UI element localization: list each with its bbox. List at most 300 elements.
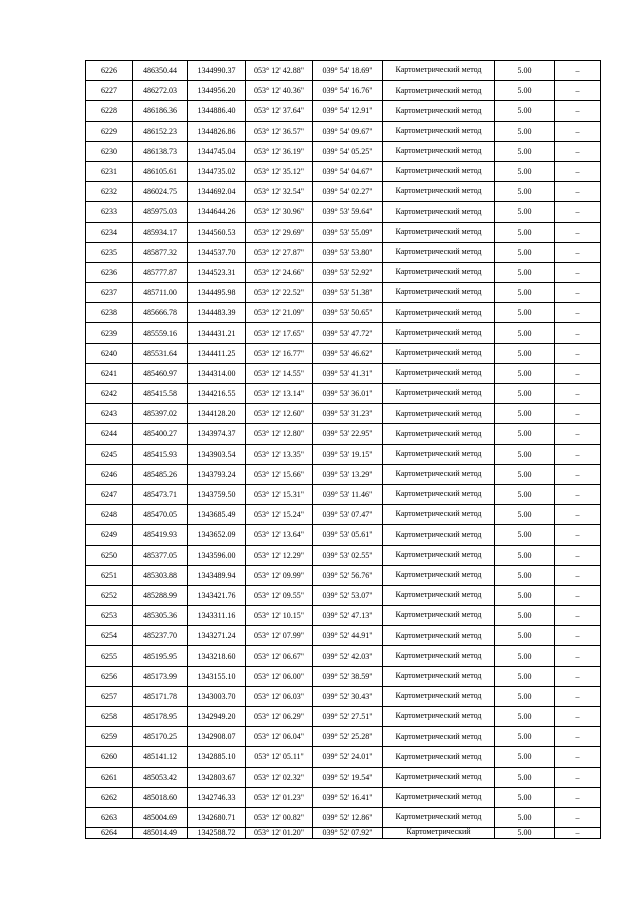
accuracy-cell: 5.00 bbox=[495, 101, 555, 121]
latitude-cell: 053° 12' 00.82" bbox=[246, 807, 313, 827]
method-cell: Картометрический метод bbox=[383, 787, 495, 807]
point-number-cell: 6256 bbox=[86, 666, 133, 686]
table-row bbox=[86, 606, 601, 626]
longitude-cell: 039° 52' 38.59" bbox=[313, 666, 383, 686]
accuracy-cell: 5.00 bbox=[495, 444, 555, 464]
accuracy-cell: 5.00 bbox=[495, 363, 555, 383]
note-cell: – bbox=[555, 525, 601, 545]
point-number-cell: 6246 bbox=[86, 464, 133, 484]
x-coordinate-cell: 485400.27 bbox=[133, 424, 188, 444]
y-coordinate-cell: 1344644.26 bbox=[188, 202, 246, 222]
y-coordinate-cell: 1344128.20 bbox=[188, 404, 246, 424]
note-cell: – bbox=[555, 363, 601, 383]
method-cell: Картометрический метод bbox=[383, 242, 495, 262]
table-row bbox=[86, 646, 601, 666]
latitude-cell: 053° 12' 06.04" bbox=[246, 727, 313, 747]
table-row bbox=[86, 545, 601, 565]
note-cell: – bbox=[555, 424, 601, 444]
y-coordinate-cell: 1344692.04 bbox=[188, 182, 246, 202]
y-coordinate-cell: 1344314.00 bbox=[188, 363, 246, 383]
table-row bbox=[86, 343, 601, 363]
point-number-cell: 6264 bbox=[86, 828, 133, 839]
method-cell: Картометрический bbox=[383, 828, 495, 839]
point-number-cell: 6252 bbox=[86, 585, 133, 605]
y-coordinate-cell: 1344216.55 bbox=[188, 384, 246, 404]
latitude-cell: 053° 12' 06.00" bbox=[246, 666, 313, 686]
accuracy-cell: 5.00 bbox=[495, 464, 555, 484]
accuracy-cell: 5.00 bbox=[495, 283, 555, 303]
method-cell: Картометрический метод bbox=[383, 424, 495, 444]
table-row bbox=[86, 303, 601, 323]
latitude-cell: 053° 12' 15.66" bbox=[246, 464, 313, 484]
latitude-cell: 053° 12' 13.35" bbox=[246, 444, 313, 464]
longitude-cell: 039° 54' 09.67" bbox=[313, 121, 383, 141]
note-cell: – bbox=[555, 444, 601, 464]
x-coordinate-cell: 485711.00 bbox=[133, 283, 188, 303]
latitude-cell: 053° 12' 09.55" bbox=[246, 585, 313, 605]
table-row bbox=[86, 464, 601, 484]
accuracy-cell: 5.00 bbox=[495, 262, 555, 282]
method-cell: Картометрический метод bbox=[383, 222, 495, 242]
longitude-cell: 039° 52' 24.01" bbox=[313, 747, 383, 767]
y-coordinate-cell: 1344523.31 bbox=[188, 262, 246, 282]
y-coordinate-cell: 1344483.39 bbox=[188, 303, 246, 323]
latitude-cell: 053° 12' 09.99" bbox=[246, 565, 313, 585]
longitude-cell: 039° 53' 52.92" bbox=[313, 262, 383, 282]
longitude-cell: 039° 52' 56.76" bbox=[313, 565, 383, 585]
table-row bbox=[86, 807, 601, 827]
y-coordinate-cell: 1344826.86 bbox=[188, 121, 246, 141]
table-row bbox=[86, 484, 601, 504]
point-number-cell: 6242 bbox=[86, 384, 133, 404]
latitude-cell: 053° 12' 36.57" bbox=[246, 121, 313, 141]
x-coordinate-cell: 485473.71 bbox=[133, 484, 188, 504]
coordinates-table-body bbox=[86, 61, 601, 839]
point-number-cell: 6227 bbox=[86, 81, 133, 101]
latitude-cell: 053° 12' 06.67" bbox=[246, 646, 313, 666]
point-number-cell: 6263 bbox=[86, 807, 133, 827]
method-cell: Картометрический метод bbox=[383, 464, 495, 484]
x-coordinate-cell: 485305.36 bbox=[133, 606, 188, 626]
accuracy-cell: 5.00 bbox=[495, 727, 555, 747]
table-row bbox=[86, 686, 601, 706]
x-coordinate-cell: 486350.44 bbox=[133, 61, 188, 81]
note-cell: – bbox=[555, 767, 601, 787]
note-cell: – bbox=[555, 202, 601, 222]
note-cell: – bbox=[555, 606, 601, 626]
y-coordinate-cell: 1343652.09 bbox=[188, 525, 246, 545]
note-cell: – bbox=[555, 707, 601, 727]
latitude-cell: 053° 12' 27.87" bbox=[246, 242, 313, 262]
table-row bbox=[86, 222, 601, 242]
point-number-cell: 6260 bbox=[86, 747, 133, 767]
point-number-cell: 6239 bbox=[86, 323, 133, 343]
x-coordinate-cell: 485377.05 bbox=[133, 545, 188, 565]
method-cell: Картометрический метод bbox=[383, 484, 495, 504]
longitude-cell: 039° 54' 18.69" bbox=[313, 61, 383, 81]
y-coordinate-cell: 1343974.37 bbox=[188, 424, 246, 444]
y-coordinate-cell: 1344537.70 bbox=[188, 242, 246, 262]
method-cell: Картометрический метод bbox=[383, 61, 495, 81]
latitude-cell: 053° 12' 12.60" bbox=[246, 404, 313, 424]
latitude-cell: 053° 12' 21.09" bbox=[246, 303, 313, 323]
table-row bbox=[86, 565, 601, 585]
longitude-cell: 039° 53' 55.09" bbox=[313, 222, 383, 242]
longitude-cell: 039° 53' 07.47" bbox=[313, 505, 383, 525]
y-coordinate-cell: 1342680.71 bbox=[188, 807, 246, 827]
latitude-cell: 053° 12' 05.11" bbox=[246, 747, 313, 767]
point-number-cell: 6226 bbox=[86, 61, 133, 81]
method-cell: Картометрический метод bbox=[383, 727, 495, 747]
y-coordinate-cell: 1342588.72 bbox=[188, 828, 246, 839]
longitude-cell: 039° 52' 30.43" bbox=[313, 686, 383, 706]
x-coordinate-cell: 486186.36 bbox=[133, 101, 188, 121]
note-cell: – bbox=[555, 585, 601, 605]
table-row bbox=[86, 384, 601, 404]
method-cell: Картометрический метод bbox=[383, 767, 495, 787]
note-cell: – bbox=[555, 666, 601, 686]
table-row bbox=[86, 262, 601, 282]
note-cell: – bbox=[555, 807, 601, 827]
method-cell: Картометрический метод bbox=[383, 283, 495, 303]
accuracy-cell: 5.00 bbox=[495, 767, 555, 787]
x-coordinate-cell: 485141.12 bbox=[133, 747, 188, 767]
accuracy-cell: 5.00 bbox=[495, 666, 555, 686]
note-cell: – bbox=[555, 787, 601, 807]
table-row bbox=[86, 585, 601, 605]
point-number-cell: 6257 bbox=[86, 686, 133, 706]
point-number-cell: 6230 bbox=[86, 141, 133, 161]
longitude-cell: 039° 52' 12.86" bbox=[313, 807, 383, 827]
point-number-cell: 6258 bbox=[86, 707, 133, 727]
y-coordinate-cell: 1344411.25 bbox=[188, 343, 246, 363]
latitude-cell: 053° 12' 06.03" bbox=[246, 686, 313, 706]
latitude-cell: 053° 12' 01.23" bbox=[246, 787, 313, 807]
method-cell: Картометрический метод bbox=[383, 303, 495, 323]
accuracy-cell: 5.00 bbox=[495, 484, 555, 504]
point-number-cell: 6255 bbox=[86, 646, 133, 666]
note-cell: – bbox=[555, 626, 601, 646]
x-coordinate-cell: 485237.70 bbox=[133, 626, 188, 646]
x-coordinate-cell: 485415.58 bbox=[133, 384, 188, 404]
method-cell: Картометрический метод bbox=[383, 646, 495, 666]
method-cell: Картометрический метод bbox=[383, 343, 495, 363]
method-cell: Картометрический метод bbox=[383, 686, 495, 706]
accuracy-cell: 5.00 bbox=[495, 161, 555, 181]
longitude-cell: 039° 53' 11.46" bbox=[313, 484, 383, 504]
longitude-cell: 039° 52' 27.51" bbox=[313, 707, 383, 727]
accuracy-cell: 5.00 bbox=[495, 525, 555, 545]
method-cell: Картометрический метод bbox=[383, 81, 495, 101]
x-coordinate-cell: 485666.78 bbox=[133, 303, 188, 323]
table-row bbox=[86, 242, 601, 262]
accuracy-cell: 5.00 bbox=[495, 565, 555, 585]
accuracy-cell: 5.00 bbox=[495, 61, 555, 81]
longitude-cell: 039° 53' 46.62" bbox=[313, 343, 383, 363]
accuracy-cell: 5.00 bbox=[495, 606, 555, 626]
x-coordinate-cell: 485014.49 bbox=[133, 828, 188, 839]
x-coordinate-cell: 485460.97 bbox=[133, 363, 188, 383]
latitude-cell: 053° 12' 01.20" bbox=[246, 828, 313, 839]
method-cell: Картометрический метод bbox=[383, 807, 495, 827]
x-coordinate-cell: 485178.95 bbox=[133, 707, 188, 727]
latitude-cell: 053° 12' 12.29" bbox=[246, 545, 313, 565]
accuracy-cell: 5.00 bbox=[495, 141, 555, 161]
x-coordinate-cell: 485173.99 bbox=[133, 666, 188, 686]
note-cell: – bbox=[555, 323, 601, 343]
table-row bbox=[86, 202, 601, 222]
method-cell: Картометрический метод bbox=[383, 747, 495, 767]
latitude-cell: 053° 12' 36.19" bbox=[246, 141, 313, 161]
longitude-cell: 039° 53' 13.29" bbox=[313, 464, 383, 484]
x-coordinate-cell: 485877.32 bbox=[133, 242, 188, 262]
table-row bbox=[86, 525, 601, 545]
longitude-cell: 039° 52' 44.91" bbox=[313, 626, 383, 646]
table-row bbox=[86, 363, 601, 383]
method-cell: Картометрический метод bbox=[383, 626, 495, 646]
note-cell: – bbox=[555, 242, 601, 262]
accuracy-cell: 5.00 bbox=[495, 222, 555, 242]
longitude-cell: 039° 52' 16.41" bbox=[313, 787, 383, 807]
method-cell: Картометрический метод bbox=[383, 323, 495, 343]
note-cell: – bbox=[555, 727, 601, 747]
y-coordinate-cell: 1343311.16 bbox=[188, 606, 246, 626]
x-coordinate-cell: 485004.69 bbox=[133, 807, 188, 827]
method-cell: Картометрический метод bbox=[383, 585, 495, 605]
table-row bbox=[86, 283, 601, 303]
longitude-cell: 039° 54' 04.67" bbox=[313, 161, 383, 181]
method-cell: Картометрический метод bbox=[383, 182, 495, 202]
longitude-cell: 039° 52' 42.03" bbox=[313, 646, 383, 666]
longitude-cell: 039° 52' 25.28" bbox=[313, 727, 383, 747]
note-cell: – bbox=[555, 61, 601, 81]
y-coordinate-cell: 1342803.67 bbox=[188, 767, 246, 787]
y-coordinate-cell: 1342746.33 bbox=[188, 787, 246, 807]
longitude-cell: 039° 53' 22.95" bbox=[313, 424, 383, 444]
longitude-cell: 039° 52' 07.92" bbox=[313, 828, 383, 839]
latitude-cell: 053° 12' 17.65" bbox=[246, 323, 313, 343]
table-row bbox=[86, 747, 601, 767]
latitude-cell: 053° 12' 42.88" bbox=[246, 61, 313, 81]
longitude-cell: 039° 53' 51.38" bbox=[313, 283, 383, 303]
latitude-cell: 053° 12' 35.12" bbox=[246, 161, 313, 181]
table-row bbox=[86, 828, 601, 839]
note-cell: – bbox=[555, 828, 601, 839]
longitude-cell: 039° 54' 05.25" bbox=[313, 141, 383, 161]
point-number-cell: 6250 bbox=[86, 545, 133, 565]
y-coordinate-cell: 1342949.20 bbox=[188, 707, 246, 727]
x-coordinate-cell: 485397.02 bbox=[133, 404, 188, 424]
y-coordinate-cell: 1343003.70 bbox=[188, 686, 246, 706]
point-number-cell: 6237 bbox=[86, 283, 133, 303]
point-number-cell: 6228 bbox=[86, 101, 133, 121]
longitude-cell: 039° 53' 36.01" bbox=[313, 384, 383, 404]
note-cell: – bbox=[555, 404, 601, 424]
latitude-cell: 053° 12' 06.29" bbox=[246, 707, 313, 727]
note-cell: – bbox=[555, 484, 601, 504]
longitude-cell: 039° 54' 12.91" bbox=[313, 101, 383, 121]
method-cell: Картометрический метод bbox=[383, 202, 495, 222]
table-row bbox=[86, 121, 601, 141]
accuracy-cell: 5.00 bbox=[495, 242, 555, 262]
longitude-cell: 039° 54' 16.76" bbox=[313, 81, 383, 101]
point-number-cell: 6248 bbox=[86, 505, 133, 525]
y-coordinate-cell: 1343793.24 bbox=[188, 464, 246, 484]
point-number-cell: 6233 bbox=[86, 202, 133, 222]
note-cell: – bbox=[555, 283, 601, 303]
point-number-cell: 6235 bbox=[86, 242, 133, 262]
accuracy-cell: 5.00 bbox=[495, 424, 555, 444]
x-coordinate-cell: 485934.17 bbox=[133, 222, 188, 242]
y-coordinate-cell: 1343489.94 bbox=[188, 565, 246, 585]
table-row bbox=[86, 444, 601, 464]
point-number-cell: 6249 bbox=[86, 525, 133, 545]
accuracy-cell: 5.00 bbox=[495, 303, 555, 323]
latitude-cell: 053° 12' 02.32" bbox=[246, 767, 313, 787]
accuracy-cell: 5.00 bbox=[495, 81, 555, 101]
note-cell: – bbox=[555, 121, 601, 141]
table-row bbox=[86, 666, 601, 686]
accuracy-cell: 5.00 bbox=[495, 323, 555, 343]
y-coordinate-cell: 1343903.54 bbox=[188, 444, 246, 464]
coordinates-table bbox=[85, 60, 601, 839]
x-coordinate-cell: 486024.75 bbox=[133, 182, 188, 202]
y-coordinate-cell: 1342908.07 bbox=[188, 727, 246, 747]
y-coordinate-cell: 1344990.37 bbox=[188, 61, 246, 81]
point-number-cell: 6247 bbox=[86, 484, 133, 504]
y-coordinate-cell: 1344431.21 bbox=[188, 323, 246, 343]
accuracy-cell: 5.00 bbox=[495, 202, 555, 222]
latitude-cell: 053° 12' 13.14" bbox=[246, 384, 313, 404]
latitude-cell: 053° 12' 32.54" bbox=[246, 182, 313, 202]
point-number-cell: 6232 bbox=[86, 182, 133, 202]
accuracy-cell: 5.00 bbox=[495, 182, 555, 202]
method-cell: Картометрический метод bbox=[383, 161, 495, 181]
note-cell: – bbox=[555, 646, 601, 666]
method-cell: Картометрический метод bbox=[383, 404, 495, 424]
x-coordinate-cell: 485559.16 bbox=[133, 323, 188, 343]
method-cell: Картометрический метод bbox=[383, 666, 495, 686]
longitude-cell: 039° 53' 59.64" bbox=[313, 202, 383, 222]
x-coordinate-cell: 486152.23 bbox=[133, 121, 188, 141]
table-row bbox=[86, 424, 601, 444]
x-coordinate-cell: 485170.25 bbox=[133, 727, 188, 747]
latitude-cell: 053° 12' 10.15" bbox=[246, 606, 313, 626]
accuracy-cell: 5.00 bbox=[495, 646, 555, 666]
method-cell: Картометрический метод bbox=[383, 505, 495, 525]
longitude-cell: 039° 53' 19.15" bbox=[313, 444, 383, 464]
table-row bbox=[86, 767, 601, 787]
x-coordinate-cell: 485470.05 bbox=[133, 505, 188, 525]
y-coordinate-cell: 1343685.49 bbox=[188, 505, 246, 525]
x-coordinate-cell: 486138.73 bbox=[133, 141, 188, 161]
note-cell: – bbox=[555, 464, 601, 484]
accuracy-cell: 5.00 bbox=[495, 686, 555, 706]
latitude-cell: 053° 12' 24.66" bbox=[246, 262, 313, 282]
note-cell: – bbox=[555, 222, 601, 242]
point-number-cell: 6231 bbox=[86, 161, 133, 181]
latitude-cell: 053° 12' 07.99" bbox=[246, 626, 313, 646]
method-cell: Картометрический метод bbox=[383, 565, 495, 585]
point-number-cell: 6240 bbox=[86, 343, 133, 363]
accuracy-cell: 5.00 bbox=[495, 545, 555, 565]
point-number-cell: 6261 bbox=[86, 767, 133, 787]
x-coordinate-cell: 485018.60 bbox=[133, 787, 188, 807]
method-cell: Картометрический метод bbox=[383, 121, 495, 141]
note-cell: – bbox=[555, 141, 601, 161]
method-cell: Картометрический метод bbox=[383, 262, 495, 282]
x-coordinate-cell: 485053.42 bbox=[133, 767, 188, 787]
latitude-cell: 053° 12' 40.36" bbox=[246, 81, 313, 101]
x-coordinate-cell: 485975.03 bbox=[133, 202, 188, 222]
x-coordinate-cell: 485171.78 bbox=[133, 686, 188, 706]
longitude-cell: 039° 52' 19.54" bbox=[313, 767, 383, 787]
table-row bbox=[86, 787, 601, 807]
y-coordinate-cell: 1344956.20 bbox=[188, 81, 246, 101]
longitude-cell: 039° 54' 02.27" bbox=[313, 182, 383, 202]
note-cell: – bbox=[555, 545, 601, 565]
point-number-cell: 6238 bbox=[86, 303, 133, 323]
latitude-cell: 053° 12' 22.52" bbox=[246, 283, 313, 303]
accuracy-cell: 5.00 bbox=[495, 343, 555, 363]
note-cell: – bbox=[555, 303, 601, 323]
x-coordinate-cell: 485288.99 bbox=[133, 585, 188, 605]
accuracy-cell: 5.00 bbox=[495, 585, 555, 605]
accuracy-cell: 5.00 bbox=[495, 707, 555, 727]
accuracy-cell: 5.00 bbox=[495, 626, 555, 646]
latitude-cell: 053° 12' 37.64" bbox=[246, 101, 313, 121]
point-number-cell: 6245 bbox=[86, 444, 133, 464]
point-number-cell: 6253 bbox=[86, 606, 133, 626]
table-row bbox=[86, 161, 601, 181]
y-coordinate-cell: 1344886.40 bbox=[188, 101, 246, 121]
note-cell: – bbox=[555, 101, 601, 121]
method-cell: Картометрический метод bbox=[383, 101, 495, 121]
note-cell: – bbox=[555, 81, 601, 101]
method-cell: Картометрический метод bbox=[383, 444, 495, 464]
table-row bbox=[86, 727, 601, 747]
point-number-cell: 6243 bbox=[86, 404, 133, 424]
longitude-cell: 039° 53' 02.55" bbox=[313, 545, 383, 565]
x-coordinate-cell: 485531.64 bbox=[133, 343, 188, 363]
method-cell: Картометрический метод bbox=[383, 606, 495, 626]
longitude-cell: 039° 53' 05.61" bbox=[313, 525, 383, 545]
longitude-cell: 039° 53' 53.80" bbox=[313, 242, 383, 262]
point-number-cell: 6229 bbox=[86, 121, 133, 141]
x-coordinate-cell: 486105.61 bbox=[133, 161, 188, 181]
latitude-cell: 053° 12' 14.55" bbox=[246, 363, 313, 383]
longitude-cell: 039° 53' 41.31" bbox=[313, 363, 383, 383]
latitude-cell: 053° 12' 15.24" bbox=[246, 505, 313, 525]
accuracy-cell: 5.00 bbox=[495, 505, 555, 525]
point-number-cell: 6241 bbox=[86, 363, 133, 383]
longitude-cell: 039° 53' 47.72" bbox=[313, 323, 383, 343]
note-cell: – bbox=[555, 262, 601, 282]
table-row bbox=[86, 101, 601, 121]
longitude-cell: 039° 52' 47.13" bbox=[313, 606, 383, 626]
note-cell: – bbox=[555, 565, 601, 585]
note-cell: – bbox=[555, 343, 601, 363]
y-coordinate-cell: 1343759.50 bbox=[188, 484, 246, 504]
table-row bbox=[86, 505, 601, 525]
table-row bbox=[86, 182, 601, 202]
longitude-cell: 039° 53' 50.65" bbox=[313, 303, 383, 323]
point-number-cell: 6244 bbox=[86, 424, 133, 444]
x-coordinate-cell: 485419.93 bbox=[133, 525, 188, 545]
note-cell: – bbox=[555, 505, 601, 525]
latitude-cell: 053° 12' 16.77" bbox=[246, 343, 313, 363]
longitude-cell: 039° 53' 31.23" bbox=[313, 404, 383, 424]
